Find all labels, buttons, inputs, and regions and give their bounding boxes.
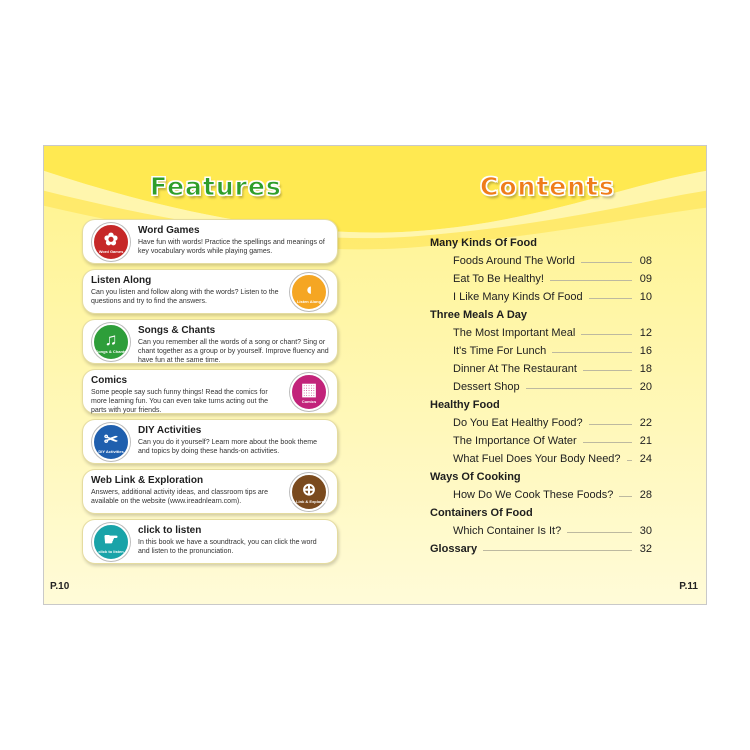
music-note-icon (92, 323, 130, 361)
icon-caption: Web Link & Exploration (286, 498, 332, 504)
toc-entry[interactable] (430, 252, 652, 270)
toc-page-number: 08 (639, 255, 652, 267)
feature-text (138, 225, 329, 256)
pointer-hand-icon (92, 523, 130, 561)
toc-page-number: 28 (639, 489, 652, 501)
puzzle-icon (92, 223, 130, 261)
icon-caption: Listen Along (296, 298, 322, 304)
icon-caption: DIY Activities (98, 448, 124, 454)
feature-description: In this book we have a soundtrack, you can click the word and listen to the pronunciation. (138, 539, 317, 555)
toc-section-title[interactable]: Many Kinds Of Food (430, 237, 537, 249)
icon-caption: click to listen (98, 548, 124, 554)
toc-page-number: 12 (639, 327, 652, 339)
toc-entry-label: The Most Important Meal (453, 327, 576, 339)
icon-glyph: ◖ (303, 279, 315, 299)
features-title: Features (150, 172, 282, 201)
feature-text (91, 275, 281, 306)
toc-entry[interactable] (430, 450, 652, 468)
feature-list (82, 219, 338, 569)
comic-panels-icon (290, 373, 328, 411)
toc-entry-label: Foods Around The World (453, 255, 575, 267)
toc-entry[interactable] (430, 342, 652, 360)
feature-description: Have fun with words! Practice the spellings and meanings of key vocabulary words while playing games. (138, 239, 325, 255)
toc-entry-label: Do You Eat Healthy Food? (453, 417, 583, 429)
feature-description: Can you listen and follow along with the words? Listen to the questions and try to find the answers. (91, 289, 279, 305)
toc-entry[interactable] (430, 432, 652, 450)
toc-entry-label: Which Container Is It? (453, 525, 562, 537)
icon-caption: Songs & Chants (95, 348, 127, 354)
toc-entry[interactable] (430, 324, 652, 342)
feature-card (82, 419, 338, 464)
toc-page-number: 09 (639, 273, 652, 285)
leader-line (550, 280, 632, 281)
feature-title: Listen Along (91, 275, 152, 286)
toc-entry[interactable] (430, 288, 652, 306)
toc-glossary[interactable] (430, 540, 652, 558)
toc-page-number: 21 (639, 435, 652, 447)
feature-title: Word Games (138, 225, 200, 236)
feature-card (82, 469, 338, 514)
feature-description: Answers, additional activity ideas, and classroom tips are available on the website (www.ireadnlearn.com). (91, 489, 269, 505)
contents-title: Contents (480, 172, 615, 201)
icon-caption: Word Games (98, 248, 124, 254)
table-of-contents (430, 234, 652, 558)
toc-entry[interactable] (430, 522, 652, 540)
toc-section-title[interactable]: Three Meals A Day (430, 309, 528, 321)
feature-title: Web Link & Exploration (91, 475, 204, 486)
toc-page-number: 30 (639, 525, 652, 537)
toc-page-number: 20 (639, 381, 652, 393)
toc-glossary-label: Glossary (430, 543, 478, 555)
feature-card (82, 519, 338, 564)
feature-text (138, 325, 329, 365)
toc-page-number: 18 (639, 363, 652, 375)
toc-section-title[interactable]: Containers Of Food (430, 507, 533, 519)
feature-title: Comics (91, 375, 128, 386)
book-spread (43, 145, 707, 605)
toc-page-number: 32 (639, 543, 652, 555)
feature-description: Some people say such funny things! Read the comics for more learning fun. You can even take turns acting out the parts with your friends. (91, 389, 269, 414)
feature-title: DIY Activities (138, 425, 202, 436)
icon-glyph: ♫ (104, 329, 118, 349)
feature-text (91, 375, 281, 415)
leader-line (627, 460, 632, 461)
feature-description: Can you do it yourself? Learn more about the book theme and topics by doing these hands-on activities. (138, 439, 317, 455)
toc-entry[interactable] (430, 486, 652, 504)
toc-page-number: 22 (639, 417, 652, 429)
toc-section-title[interactable]: Ways Of Cooking (430, 471, 521, 483)
feature-card (82, 269, 338, 314)
leader-line (589, 424, 632, 425)
feature-card (82, 319, 338, 364)
leader-line (589, 298, 632, 299)
toc-entry-label: It's Time For Lunch (453, 345, 547, 357)
page-number-left: P.10 (50, 581, 70, 592)
leader-line (483, 550, 632, 551)
icon-glyph: ⊕ (301, 479, 317, 499)
icon-caption: Comics (301, 398, 317, 404)
feature-text (138, 425, 329, 456)
toc-entry-label: Eat To Be Healthy! (453, 273, 544, 285)
page-number-right: P.11 (679, 581, 698, 592)
globe-icon (286, 473, 332, 511)
icon-glyph: ☛ (103, 529, 119, 549)
toc-entry-label: Dessert Shop (453, 381, 520, 393)
feature-text (91, 475, 281, 506)
toc-entry-label: What Fuel Does Your Body Need? (453, 453, 621, 465)
leader-line (552, 352, 632, 353)
icon-glyph: ▦ (300, 379, 318, 399)
toc-page-number: 10 (639, 291, 652, 303)
feature-card (82, 219, 338, 264)
icon-glyph: ✿ (103, 229, 119, 249)
toc-entry[interactable] (430, 360, 652, 378)
toc-section-title[interactable]: Healthy Food (430, 399, 500, 411)
toc-entry[interactable] (430, 270, 652, 288)
leader-line (526, 388, 632, 389)
leader-line (581, 334, 632, 335)
toc-entry[interactable] (430, 414, 652, 432)
toc-entry[interactable] (430, 378, 652, 396)
leader-line (583, 442, 632, 443)
icon-glyph: ✂ (103, 429, 119, 449)
ear-icon (290, 273, 328, 311)
leader-line (581, 262, 632, 263)
toc-entry-label: I Like Many Kinds Of Food (453, 291, 583, 303)
toc-page-number: 24 (639, 453, 652, 465)
scissors-icon (92, 423, 130, 461)
leader-line (619, 496, 632, 497)
leader-line (583, 370, 632, 371)
toc-page-number: 16 (639, 345, 652, 357)
toc-entry-label: Dinner At The Restaurant (453, 363, 577, 375)
feature-card (82, 369, 338, 414)
leader-line (567, 532, 632, 533)
feature-title: click to listen (138, 525, 202, 536)
feature-text (138, 525, 329, 556)
feature-title: Songs & Chants (138, 325, 216, 336)
toc-entry-label: The Importance Of Water (453, 435, 577, 447)
feature-description: Can you remember all the words of a song or chant? Sing or chant together as a group or by yourself. Improve fluency and have fun at the same time. (138, 339, 329, 364)
toc-entry-label: How Do We Cook These Foods? (453, 489, 614, 501)
